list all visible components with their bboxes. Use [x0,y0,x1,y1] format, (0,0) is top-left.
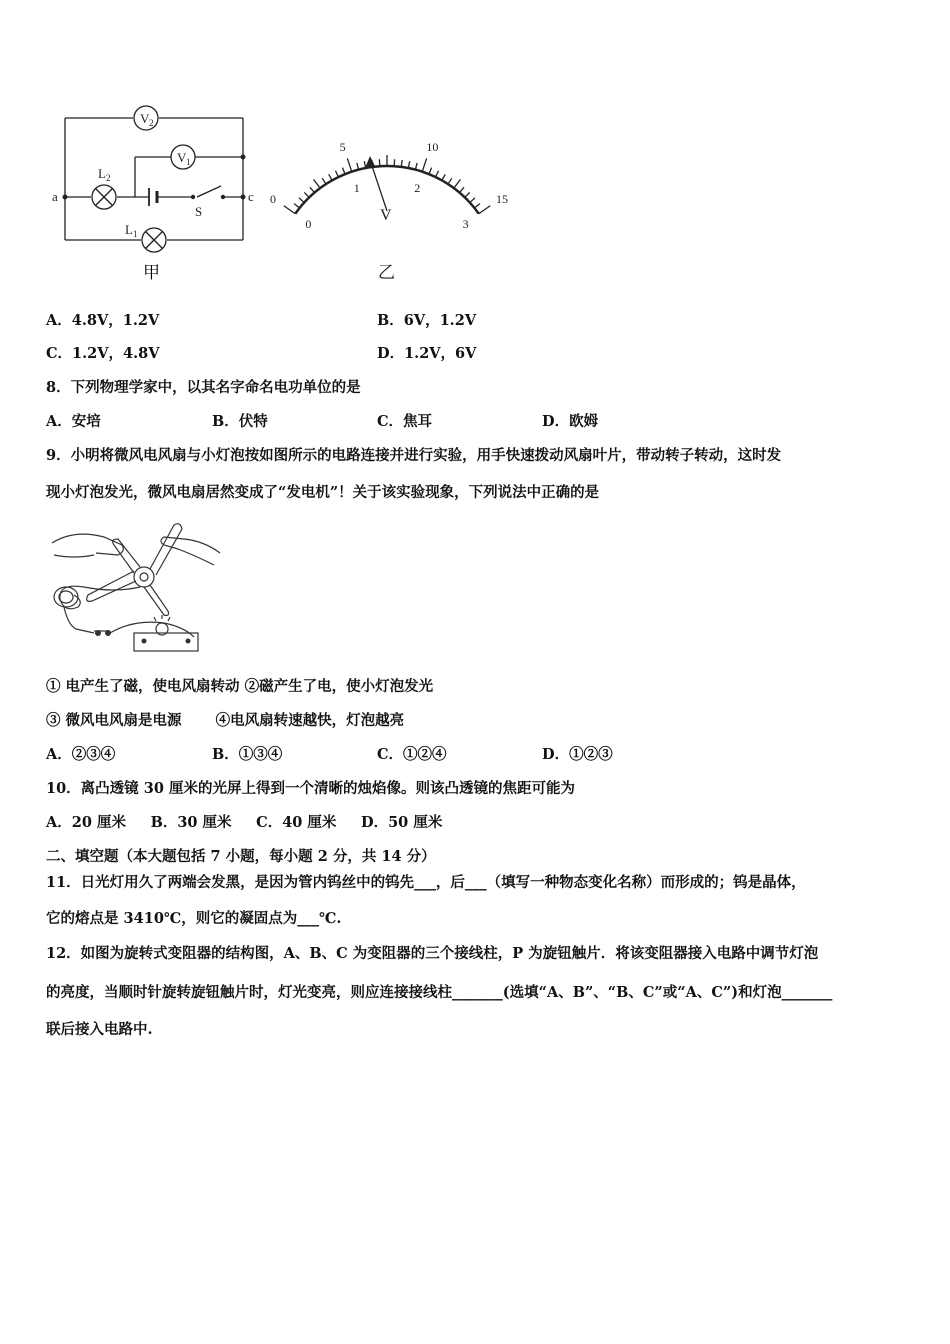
dial-lower-label: 3 [462,216,469,231]
dial-upper-label: 5 [339,140,346,155]
q9-option-b: B．①③④ [212,746,283,763]
dial-tick [342,168,345,174]
dial-tick [415,163,417,170]
q12-line3: 联后接入电路中. [46,1021,153,1038]
needle [370,160,387,211]
q9-stem-line1: 9．小明将微风电风扇与小灯泡按如图所示的电路连接并进行实验，用手快速拨动风扇叶片，带动转子转动，这时发 [46,447,782,464]
dial-tick [335,171,338,177]
dial-tick [357,163,359,170]
q9-option-c: C．①②④ [377,746,447,763]
voltmeter-dial [265,108,525,288]
q9-option-d: D．①②③ [542,746,613,763]
meter-caption: 乙 [378,263,395,282]
node-c [241,195,246,200]
dial-tick [429,168,432,174]
dial-tick [448,178,452,184]
q8-option-b: B．伏特 [212,413,268,430]
dial-tick [322,178,326,184]
dial-tick [401,160,402,167]
q12-line1: 12．如图为旋转式变阻器的结构图，A、B、C 为变阻器的三个接线柱，P 为旋钮触片．将该变阻器接入电路中调节灯泡 [46,945,819,962]
dial-tick [470,198,475,203]
dial-tick [459,187,464,192]
svg-text:1: 1 [186,157,191,167]
switch-label: S [195,204,203,219]
unit-label: V [380,207,392,224]
v2-label: V [140,111,150,126]
dial-tick [442,174,445,180]
dial-lower-label: 0 [305,216,312,231]
l2-label: L [98,166,106,181]
q8-stem: 8．下列物理学家中，以其名字命名电功单位的是 [46,379,361,396]
dial-tick [304,192,309,197]
dial-tick [314,179,321,188]
q7-option-a: A．4.8V，1.2V [46,312,160,329]
fan-experiment-image [44,515,224,661]
q7-option-b: B．6V，1.2V [377,312,477,329]
dial-lower-label: 1 [353,180,360,195]
dial-tick [284,206,295,214]
dial-lower-label: 2 [414,180,421,195]
dial-upper-label: 0 [269,191,276,206]
dial-tick [347,158,351,171]
dial-tick [479,206,490,214]
v1-label: V [177,150,187,165]
svg-text:2: 2 [106,173,111,183]
q7-option-c: C．1.2V，4.8V [46,345,160,362]
dial-tick [329,174,332,180]
q12-line2: 的亮度，当顺时针旋转旋钮触片时，灯光变亮，则应连接接线柱_______(选填“A、B”、“B、C”或“A、C”)和灯泡_______ [46,984,833,1001]
q10-stem: 10．离凸透镜 30 厘米的光屏上得到一个清晰的烛焰像。则该凸透镜的焦距可能为 [46,780,575,797]
dial-tick [294,204,299,208]
dial-tick [454,179,461,188]
dial-tick [474,204,479,208]
q8-option-d: D．欧姆 [542,413,599,430]
section-2-heading: 二、填空题（本大题包括 7 小题，每小题 2 分，共 14 分） [46,848,436,865]
l1-label: L [125,222,133,237]
q8-option-c: C．焦耳 [377,413,433,430]
q10-options: A．20 厘米 B．30 厘米 C．40 厘米 D．50 厘米 [46,814,443,831]
q11-line1: 11．日光灯用久了两端会发黑，是因为管内钨丝中的钨先___，后___（填写一种物态变化名称）而形成的；钨是晶体， [46,874,806,891]
q9-statement-1-2: ① 电产生了磁，使电风扇转动 ②磁产生了电，使小灯泡发光 [46,678,434,695]
dial-tick [310,187,315,192]
svg-text:2: 2 [149,118,154,128]
dial-tick [422,158,426,171]
node-top-right [241,155,246,160]
q8-option-a: A．安培 [46,413,101,430]
dial-upper-label: 15 [496,191,509,206]
dial-tick [436,171,439,177]
q9-option-a: A．②③④ [46,746,116,763]
node-a-label: a [52,189,58,204]
dial-upper-label: 10 [426,140,439,155]
node-a [63,195,68,200]
q11-line2: 它的熔点是 3410℃，则它的凝固点为___℃. [46,910,342,927]
circuit-caption: 甲 [143,263,160,282]
q7-option-d: D．1.2V，6V [377,345,477,362]
svg-text:1: 1 [133,229,138,239]
fan-hub-icon [134,567,154,587]
q9-stem-line2: 现小灯泡发光，微风电扇居然变成了“发电机”！关于该实验现象，下列说法中正确的是 [46,484,600,501]
q9-statement-3-4: ③ 微风电风扇是电源 ④电风扇转速越快，灯泡越亮 [46,712,405,729]
dial-tick [299,198,304,203]
circuit-diagram [45,100,275,290]
dial-tick [465,192,470,197]
node-c-label: c [248,189,254,204]
